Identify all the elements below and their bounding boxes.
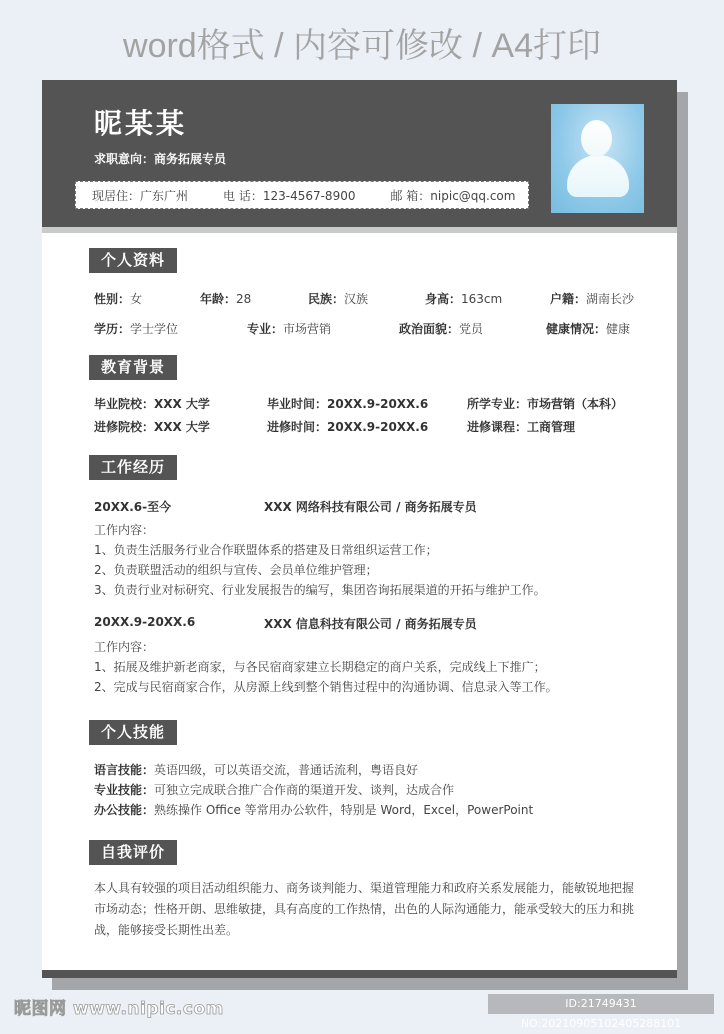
info-age [200,290,251,307]
avatar-placeholder-icon [551,104,644,213]
edu-grad-time: 毕业时间：20XX.9-20XX.6 [267,397,429,411]
skill-office [94,801,533,818]
footer-bar [42,970,677,978]
info-value: 学士学位 [130,322,179,336]
info-health [546,320,630,337]
info-major [247,320,331,337]
avatar-body-shape [567,155,629,197]
section-title-work: 工作经历 [89,455,177,480]
section-title-skills: 个人技能 [89,720,177,745]
info-value: 女 [130,292,143,306]
job-duty: 2、负责联盟活动的组织与宣传、会员单位维护管理； [94,563,378,577]
job-period: 20XX.6-至今 [94,500,172,514]
contact-email: 邮 箱：nipic@qq.com [390,188,516,203]
section-title-education: 教育背景 [89,355,177,380]
edu-further-school: 进修院校：XXX 大学 [94,420,210,434]
resume-header [42,80,677,227]
info-label: 身高： [425,292,462,306]
skill-value: 可独立完成联合推广合作商的渠道开发、谈判，达成合作 [154,783,455,797]
info-gender [94,290,142,307]
info-value: 湖南长沙 [586,292,635,306]
info-value: 健康 [606,322,631,336]
header-divider [42,227,677,233]
info-value: 163cm [461,292,503,306]
info-label: 性别： [94,292,131,306]
job-company: XXX 信息科技有限公司 / 商务拓展专员 [264,617,477,631]
info-value: 汉族 [344,292,369,306]
job-duty: 3、负责行业对标研究、行业发展报告的编写，集团咨询拓展渠道的开拓与维护工作。 [94,583,546,597]
top-banner: word格式 / 内容可修改 / A4打印 [123,27,601,65]
self-eval-text: 本人具有较强的项目活动组织能力、商务谈判能力、渠道管理能力和政府关系发展能力，能敏锐地把握市场动态；性格开朗、思维敏捷，具有高度的工作热情，出色的人际沟通能力，能承受较大的压力和挑战，能够接受长期性出差。 [94,881,635,937]
job-duty: 1、拓展及维护新老商家，与各民宿商家建立长期稳定的商户关系，完成线上下推广； [94,660,546,674]
watermark-logo: 昵图网 www.nipic.com [14,999,224,1019]
job-intent: 求职意向：商务拓展专员 [94,152,227,166]
skill-label: 办公技能： [94,803,155,817]
info-label: 政治面貌： [399,322,460,336]
info-label: 健康情况： [546,322,607,336]
info-label: 户籍： [550,292,587,306]
contact-residence: 现居住：广东广州 [92,188,189,203]
section-title-self-eval: 自我评价 [89,840,177,865]
info-label: 民族： [308,292,345,306]
info-height [425,290,502,307]
info-value: 28 [236,292,252,306]
info-ethnicity [308,290,368,307]
resume-page [42,80,677,978]
job-content-label: 工作内容： [94,640,155,654]
contact-phone: 电 话：123-4567-8900 [223,188,356,203]
candidate-name: 昵某某 [94,107,188,140]
section-title-personal: 个人资料 [89,248,177,273]
info-value: 党员 [459,322,484,336]
edu-school: 毕业院校：XXX 大学 [94,397,210,411]
edu-further-time: 进修时间：20XX.9-20XX.6 [267,420,429,434]
info-label: 专业： [247,322,284,336]
info-label: 学历： [94,322,131,336]
skill-professional [94,781,454,798]
info-degree [94,320,178,337]
edu-further-course: 进修课程：工商管理 [467,420,576,434]
contact-box [75,181,529,209]
job-duty: 2、完成与民宿商家合作，从房源上线到整个销售过程中的沟通协调、信息录入等工作。 [94,680,558,694]
job-content-label: 工作内容： [94,523,155,537]
info-label: 年龄： [200,292,237,306]
watermark-id: ID:21749431 NO:20210905102405288101 [488,994,714,1014]
skill-language [94,761,418,778]
job-period: 20XX.9-20XX.6 [94,615,196,629]
job-company: XXX 网络科技有限公司 / 商务拓展专员 [264,500,477,514]
info-hometown [550,290,634,307]
edu-major: 所学专业：市场营销（本科） [467,397,624,411]
skill-value: 英语四级，可以英语交流，普通话流利，粤语良好 [154,763,419,777]
skill-value: 熟练操作 Office 等常用办公软件，特别是 Word，Excel，PowerPoint [154,803,534,817]
skill-label: 专业技能： [94,783,155,797]
skill-label: 语言技能： [94,763,155,777]
info-value: 市场营销 [283,322,332,336]
avatar-head-shape [581,120,612,157]
info-political [399,320,483,337]
job-duty: 1、负责生活服务行业合作联盟体系的搭建及日常组织运营工作； [94,543,438,557]
